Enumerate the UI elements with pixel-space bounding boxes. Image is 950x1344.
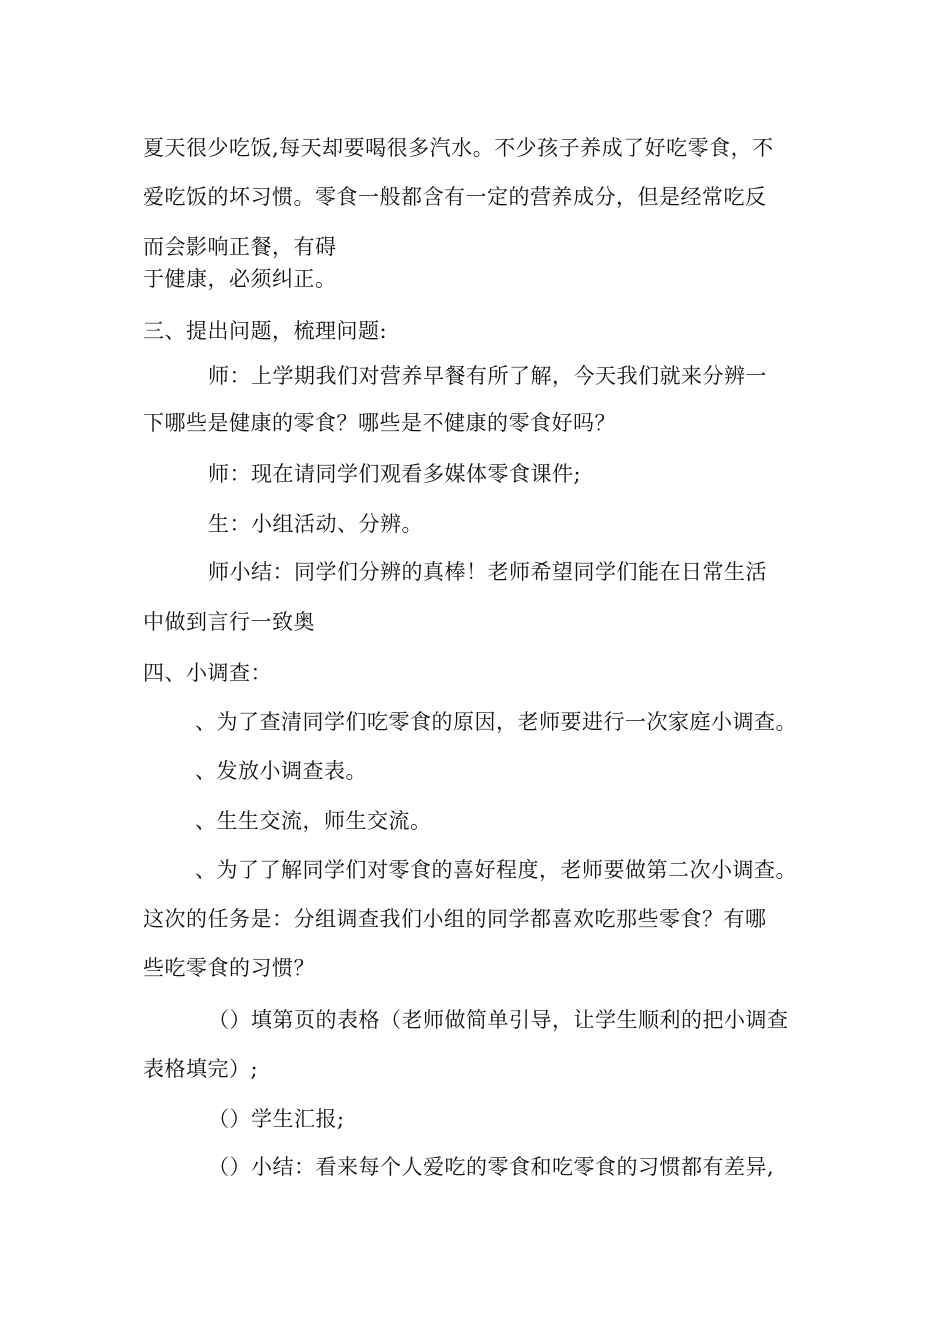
- section-heading: 三、提出问题，梳理问题:: [143, 319, 388, 343]
- paragraph-line: 师：上学期我们对营养早餐有所了解，今天我们就来分辨一: [208, 364, 767, 388]
- list-item: 、发放小调查表。: [195, 759, 367, 783]
- section-heading: 四、小调查：: [143, 661, 272, 685]
- paragraph-line: 师：现在请同学们观看多媒体零食课件;: [208, 462, 582, 486]
- list-item: （）填第页的表格（老师做简单引导，让学生顺利的把小调查: [208, 1008, 789, 1032]
- paragraph-line: 夏天很少吃饭,每天却要喝很多汽水。不少孩子养成了好吃零食，不: [143, 136, 774, 160]
- paragraph-line: 表格填完）;: [143, 1057, 259, 1081]
- list-item: 、为了了解同学们对零食的喜好程度，老师要做第二次小调查。: [195, 858, 797, 882]
- paragraph-line: 中做到言行一致奥: [143, 610, 315, 634]
- paragraph-line: 这次的任务是：分组调查我们小组的同学都喜欢吃那些零食？有哪: [143, 907, 767, 931]
- list-item: 、生生交流，师生交流。: [195, 809, 432, 833]
- list-item: （）小结：看来每个人爱吃的零食和吃零食的习惯都有差异,: [208, 1155, 775, 1179]
- paragraph-line: 生：小组活动、分辨。: [208, 512, 423, 536]
- paragraph-line: 爱吃饭的坏习惯。零食一般都含有一定的营养成分，但是经常吃反: [143, 185, 767, 209]
- paragraph-line: 些吃零食的习惯？: [143, 956, 315, 980]
- list-item: （）学生汇报;: [208, 1107, 345, 1131]
- list-item: 、为了查清同学们吃零食的原因，老师要进行一次家庭小调查。: [195, 710, 797, 734]
- paragraph-line: 师小结：同学们分辨的真棒！老师希望同学们能在日常生活: [208, 560, 767, 584]
- paragraph-line: 于健康，必须纠正。: [143, 267, 337, 291]
- paragraph-line: 而会影响正餐，有碍: [143, 235, 337, 259]
- paragraph-line: 下哪些是健康的零食？哪些是不健康的零食好吗？: [143, 411, 616, 435]
